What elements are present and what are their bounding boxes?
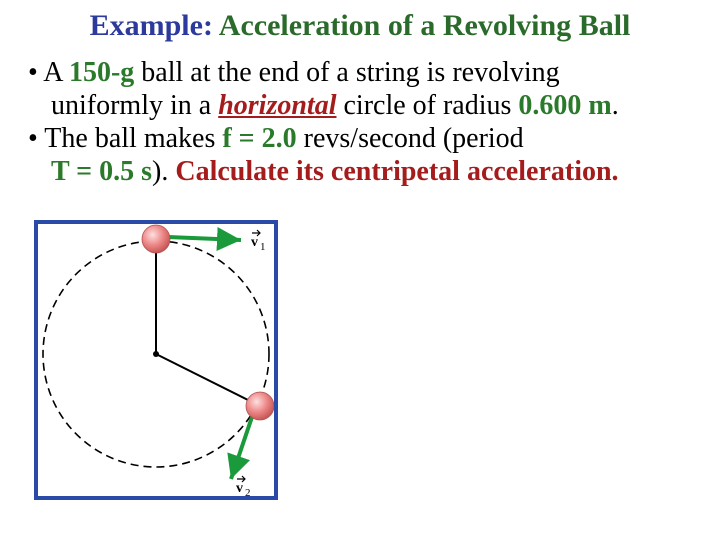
bullet-marker: • bbox=[28, 57, 44, 88]
revolving-ball-diagram bbox=[34, 220, 278, 500]
horizontal-emphasis: horizontal bbox=[218, 90, 337, 121]
bullet-1-text: ball at the end of a string is revolving bbox=[134, 57, 560, 88]
radius-value: 0.600 m bbox=[518, 90, 612, 121]
v2-symbol: v bbox=[236, 481, 243, 496]
slide-title bbox=[0, 6, 720, 46]
bullet-1-text: circle of radius bbox=[336, 90, 519, 121]
velocity-arrow-1 bbox=[168, 237, 241, 240]
bullet-1-text: uniformly in a bbox=[51, 90, 219, 121]
v1-subscript: 1 bbox=[260, 241, 266, 253]
bullet-list bbox=[28, 56, 718, 188]
bullet-2-text: revs/second (period bbox=[296, 123, 524, 154]
velocity-arrow-2 bbox=[231, 414, 253, 479]
title-prefix: Example: bbox=[89, 9, 213, 42]
title-rest: Acceleration of a Revolving Ball bbox=[212, 9, 631, 42]
bullet-2-text: The ball makes bbox=[44, 123, 223, 154]
v1-symbol: v bbox=[251, 235, 258, 250]
frequency-value: f = 2.0 bbox=[222, 123, 297, 154]
bullet-1-text: . bbox=[611, 90, 619, 121]
center-point bbox=[153, 351, 159, 357]
bullet-1-line-1 bbox=[28, 56, 718, 89]
v2-subscript: 2 bbox=[245, 487, 251, 496]
circle-diagram-svg bbox=[38, 224, 274, 496]
bullet-2-line-1 bbox=[28, 122, 718, 155]
v2-label bbox=[236, 476, 251, 496]
ball-1 bbox=[142, 225, 170, 253]
ball-2 bbox=[246, 392, 274, 420]
bullet-1-text: A bbox=[43, 57, 69, 88]
bullet-2-text: ). bbox=[152, 156, 176, 187]
bullet-1-line-2 bbox=[28, 89, 718, 122]
v1-label bbox=[251, 230, 266, 253]
bullet-2-line-2 bbox=[28, 155, 718, 188]
bullet-marker: • bbox=[28, 123, 45, 154]
calculate-prompt: Calculate its centripetal acceleration. bbox=[175, 156, 619, 187]
period-value: T = 0.5 s bbox=[51, 156, 153, 187]
string-to-ball-2 bbox=[156, 354, 260, 406]
mass-value: 150-g bbox=[68, 57, 135, 88]
